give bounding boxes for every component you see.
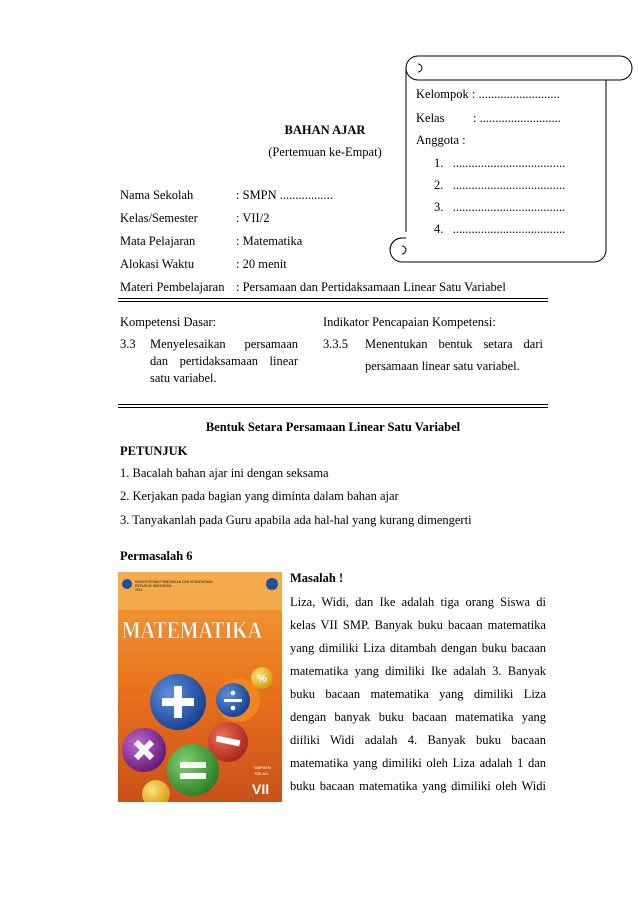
divider: [118, 407, 548, 408]
member-row: 2. ....................................: [434, 178, 566, 192]
petunjuk-item: 1. Bacalah bahan ajar ini dengan seksama: [120, 466, 329, 480]
ipk-number: 3.3.5: [323, 337, 348, 351]
anggota-label: Anggota :: [416, 133, 466, 147]
ipk-text: [365, 336, 543, 375]
problem-line: Liza, Widi, dan Ike adalah tiga orang Siswa di: [290, 595, 546, 609]
info-value-time: : 20 menit: [236, 257, 287, 271]
member-row: 4. ....................................: [434, 222, 566, 236]
document-subtitle: (Pertemuan ke-Empat): [268, 145, 382, 159]
problem-line: matematika yang dimiliki Ike adalah 3. Banyak: [290, 664, 546, 678]
divider: [118, 298, 548, 299]
section-title: Bentuk Setara Persamaan Linear Satu Variabel: [205, 420, 461, 434]
document-title: BAHAN AJAR: [284, 123, 366, 137]
info-value-material: : Persamaan dan Pertidaksamaan Linear Satu Variabel: [236, 280, 506, 294]
kelompok-line: Kelompok : ..........................: [416, 87, 560, 101]
kd-text: [150, 336, 298, 387]
masalah-title: Masalah !: [290, 571, 344, 585]
member-row: 3. ....................................: [434, 200, 566, 214]
problem-line: kelas VII SMP. Banyak buku bacaan matematika: [290, 618, 546, 632]
ipk-header: Indikator Pencapaian Kompetensi:: [323, 315, 496, 329]
ipk-line: Menentukan bentuk setara dari: [365, 337, 543, 351]
cover-grade-label: SMP/MTs: [254, 765, 272, 770]
cover-kelas: KELAS: [255, 771, 268, 776]
divider: [118, 301, 548, 302]
problem-line: dengan banyak buku bacaan matematika yang: [290, 710, 546, 724]
problem-heading: Permasalah 6: [120, 549, 193, 563]
cover-publisher2: REPUBLIK INDONESIA: [135, 584, 172, 588]
kelas-label: Kelas: [416, 111, 445, 125]
member-row: 1. ....................................: [434, 156, 566, 170]
kd-line: satu variabel.: [150, 371, 217, 385]
kd-header: Kompetensi Dasar:: [120, 315, 217, 329]
cover-year: 2014: [135, 588, 143, 592]
svg-text:%: %: [257, 673, 267, 685]
cover-publisher: KEMENTERIAN PENDIDIKAN DAN KEBUDAYAAN: [135, 580, 213, 584]
kd-number: 3.3: [120, 337, 136, 351]
kd-line: dan pertidaksamaan linear: [150, 354, 298, 368]
petunjuk-item: 2. Kerjakan pada bagian yang diminta dalam bahan ajar: [120, 489, 399, 503]
info-value-school: : SMPN .................: [236, 188, 333, 202]
info-label-class: Kelas/Semester: [120, 211, 198, 225]
info-label-material: Materi Pembelajaran: [120, 280, 225, 294]
info-label-subject: Mata Pelajaran: [120, 234, 196, 248]
kelas-value: : ..........................: [473, 111, 561, 125]
group-scroll: [378, 52, 634, 267]
problem-line: diiliki Widi adalah 4. Banyak buku bacaan: [290, 733, 546, 747]
info-value-class: : VII/2: [236, 211, 270, 225]
cover-title: MATEMATIKA: [122, 618, 263, 644]
cover-grade: VII: [252, 781, 270, 797]
problem-line: buku bacaan matematika yang dimiliki oleh Widi: [290, 779, 546, 793]
info-label-time: Alokasi Waktu: [120, 257, 195, 271]
problem-line: matematika yang dimiliki oleh Liza adalah 1 dan: [290, 756, 546, 770]
info-label-school: Nama Sekolah: [120, 188, 194, 202]
petunjuk-item: 3. Tanyakanlah pada Guru apabila ada hal-hal yang kurang dimengerti: [120, 513, 472, 527]
problem-line: yang dimiliki Liza ditambah dengan buku bacaan: [290, 641, 546, 655]
book-cover-image: [118, 572, 282, 802]
info-value-subject: : Matematika: [236, 234, 303, 248]
ipk-line: persamaan linear satu variabel.: [365, 359, 520, 373]
kd-line: Menyelesaikan persamaan: [150, 337, 298, 351]
divider: [118, 404, 548, 405]
problem-line: buku bacaan matematika yang dimiliki Liza: [290, 687, 546, 701]
petunjuk-heading: PETUNJUK: [120, 444, 188, 458]
book-cover-art: [118, 572, 282, 802]
problem-text: [290, 594, 546, 801]
